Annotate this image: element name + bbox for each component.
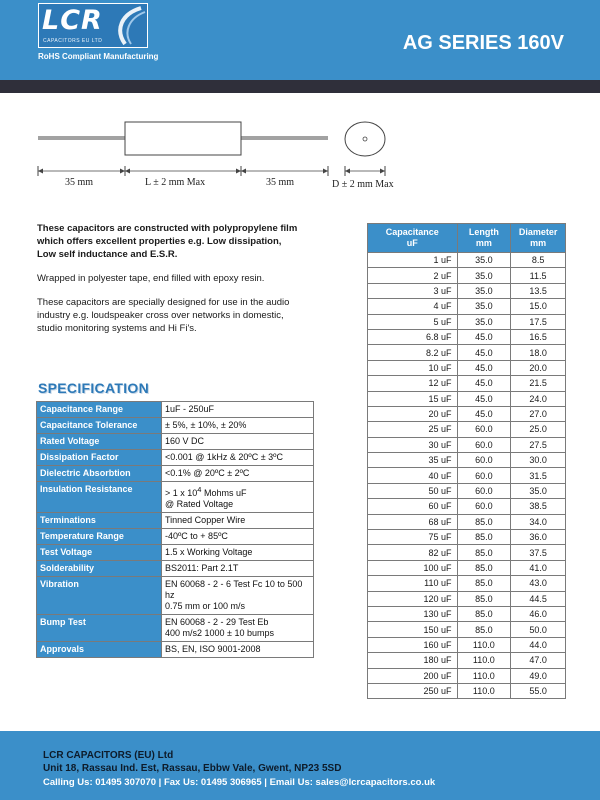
logo-text: LCR	[42, 5, 103, 36]
spec-value: Tinned Copper Wire	[162, 513, 314, 529]
table-row	[368, 606, 566, 621]
capacitance-cell: 40 uF	[368, 468, 458, 483]
spec-row	[37, 545, 314, 561]
spec-value: -40ºC to + 85ºC	[162, 529, 314, 545]
spec-row	[37, 529, 314, 545]
table-row	[368, 299, 566, 314]
spec-value: BS2011: Part 2.1T	[162, 561, 314, 577]
diameter-cell: 38.5	[511, 499, 566, 514]
length-cell: 85.0	[457, 545, 511, 560]
diameter-cell: 47.0	[511, 653, 566, 668]
capacitance-cell: 35 uF	[368, 453, 458, 468]
table-row	[368, 345, 566, 360]
insulation-value-suffix: Mohms uF	[201, 488, 247, 498]
table-header-row	[368, 224, 566, 253]
diameter-cell: 11.5	[511, 268, 566, 283]
spec-label: Temperature Range	[37, 529, 162, 545]
capacitance-cell: 68 uF	[368, 514, 458, 529]
values-table-body	[368, 253, 566, 699]
length-cell: 85.0	[457, 591, 511, 606]
insulation-value-exponent: 4	[197, 485, 202, 494]
length-cell: 45.0	[457, 360, 511, 375]
lead-length-left-label: 35 mm	[65, 177, 94, 188]
spec-row	[37, 615, 314, 642]
spec-row	[37, 402, 314, 418]
bump-value-line2: 400 m/s2 1000 ± 10 bumps	[165, 628, 275, 638]
spec-row	[37, 466, 314, 482]
length-cell: 60.0	[457, 453, 511, 468]
length-cell: 60.0	[457, 483, 511, 498]
diameter-cell: 37.5	[511, 545, 566, 560]
table-row	[368, 637, 566, 652]
length-cell: 45.0	[457, 345, 511, 360]
capacitance-cell: 1 uF	[368, 253, 458, 268]
length-cell: 85.0	[457, 560, 511, 575]
capacitance-cell: 160 uF	[368, 637, 458, 652]
table-row	[368, 514, 566, 529]
vibration-value-line1: EN 60068 - 2 - 6 Test Fc 10 to 500 hz	[165, 579, 303, 600]
spec-label: Dielectric Absorbtion	[37, 466, 162, 482]
spec-label: Capacitance Tolerance	[37, 418, 162, 434]
table-row	[368, 283, 566, 298]
spec-row	[37, 418, 314, 434]
diameter-cell: 17.5	[511, 314, 566, 329]
diameter-cell: 55.0	[511, 683, 566, 698]
length-cell: 45.0	[457, 406, 511, 421]
spec-label: Insulation Resistance	[37, 482, 162, 513]
length-column-header: Length mm	[457, 224, 511, 253]
description-para-2: Wrapped in polyester tape, end filled with epoxy resin.	[37, 273, 265, 284]
capacitance-cell: 250 uF	[368, 683, 458, 698]
rohs-label: RoHS Compliant Manufacturing	[38, 52, 159, 61]
diameter-cell: 31.5	[511, 468, 566, 483]
company-logo	[38, 3, 148, 48]
capacitance-cell: 82 uF	[368, 545, 458, 560]
capacitance-cell: 60 uF	[368, 499, 458, 514]
bump-value-line1: EN 60068 - 2 - 29 Test Eb	[165, 617, 269, 627]
capacitance-cell: 2 uF	[368, 268, 458, 283]
diameter-cell: 24.0	[511, 391, 566, 406]
capacitance-cell: 10 uF	[368, 360, 458, 375]
table-row	[368, 545, 566, 560]
diameter-column-header: Diameter mm	[511, 224, 566, 253]
capacitance-cell: 8.2 uF	[368, 345, 458, 360]
capacitance-cell: 110 uF	[368, 576, 458, 591]
length-cell: 35.0	[457, 299, 511, 314]
diameter-cell: 34.0	[511, 514, 566, 529]
length-cell: 60.0	[457, 437, 511, 452]
capacitance-cell: 100 uF	[368, 560, 458, 575]
spec-value: <0.1% @ 20ºC ± 2ºC	[162, 466, 314, 482]
spec-label: Bump Test	[37, 615, 162, 642]
insulation-value-prefix: > 1 x 10	[165, 488, 198, 498]
capacitance-cell: 200 uF	[368, 668, 458, 683]
spec-row	[37, 642, 314, 658]
spec-value: <0.001 @ 1kHz & 20ºC ± 3ºC	[162, 450, 314, 466]
table-row	[368, 530, 566, 545]
table-row	[368, 453, 566, 468]
diameter-cell: 21.5	[511, 376, 566, 391]
table-row	[368, 391, 566, 406]
diameter-label: D ± 2 mm Max	[332, 179, 394, 190]
description-para-1: These capacitors are constructed with polypropylene film which offers excellent properties e.g. Low dissipation, Low self inductance and E.S.R.	[37, 223, 298, 260]
table-row	[368, 314, 566, 329]
table-row	[368, 576, 566, 591]
length-cell: 85.0	[457, 576, 511, 591]
spec-value: ± 5%, ± 10%, ± 20%	[162, 418, 314, 434]
length-cell: 35.0	[457, 268, 511, 283]
diameter-cell: 50.0	[511, 622, 566, 637]
length-cell: 45.0	[457, 329, 511, 344]
length-cell: 35.0	[457, 253, 511, 268]
table-row	[368, 268, 566, 283]
length-cell: 35.0	[457, 314, 511, 329]
length-cell: 45.0	[457, 376, 511, 391]
spec-value	[162, 482, 314, 513]
table-row	[368, 499, 566, 514]
spec-label: Test Voltage	[37, 545, 162, 561]
spec-row	[37, 513, 314, 529]
table-row	[368, 406, 566, 421]
length-cell: 60.0	[457, 499, 511, 514]
length-cell: 110.0	[457, 668, 511, 683]
capacitance-cell: 12 uF	[368, 376, 458, 391]
spec-label: Vibration	[37, 577, 162, 615]
capacitance-cell: 180 uF	[368, 653, 458, 668]
length-cell: 110.0	[457, 683, 511, 698]
spec-label: Terminations	[37, 513, 162, 529]
spec-label: Capacitance Range	[37, 402, 162, 418]
spec-value	[162, 615, 314, 642]
table-row	[368, 329, 566, 344]
diameter-cell: 27.5	[511, 437, 566, 452]
capacitance-cell: 50 uF	[368, 483, 458, 498]
diameter-cell: 30.0	[511, 453, 566, 468]
specification-table	[36, 401, 314, 658]
spec-label: Approvals	[37, 642, 162, 658]
length-cell: 85.0	[457, 530, 511, 545]
spec-value: BS, EN, ISO 9001-2008	[162, 642, 314, 658]
capacitance-cell: 6.8 uF	[368, 329, 458, 344]
table-row	[368, 422, 566, 437]
footer-contact: Calling Us: 01495 307070 | Fax Us: 01495 306965 | Email Us: sales@lcrcapacitors.co.uk	[43, 777, 436, 788]
spec-value: 1.5 x Working Voltage	[162, 545, 314, 561]
table-row	[368, 253, 566, 268]
spec-row	[37, 577, 314, 615]
length-cell: 85.0	[457, 514, 511, 529]
capacitance-cell: 120 uF	[368, 591, 458, 606]
spec-value: 160 V DC	[162, 434, 314, 450]
table-row	[368, 683, 566, 698]
length-cell: 60.0	[457, 468, 511, 483]
footer-company-name: LCR CAPACITORS (EU) Ltd	[43, 750, 174, 761]
capacitance-cell: 3 uF	[368, 283, 458, 298]
table-row	[368, 483, 566, 498]
spec-label: Solderability	[37, 561, 162, 577]
length-cell: 45.0	[457, 391, 511, 406]
length-cell: 110.0	[457, 637, 511, 652]
spec-label: Rated Voltage	[37, 434, 162, 450]
spec-label: Dissipation Factor	[37, 450, 162, 466]
diameter-cell: 36.0	[511, 530, 566, 545]
table-row	[368, 591, 566, 606]
table-row	[368, 560, 566, 575]
series-title: AG SERIES 160V	[402, 32, 564, 54]
header-bar	[0, 0, 600, 80]
diameter-cell: 27.0	[511, 406, 566, 421]
capacitance-cell: 150 uF	[368, 622, 458, 637]
capacitor-dimension-diagram	[30, 108, 420, 203]
header-divider-strip	[0, 80, 600, 93]
diameter-cell: 46.0	[511, 606, 566, 621]
length-cell: 85.0	[457, 622, 511, 637]
diameter-cell: 13.5	[511, 283, 566, 298]
diameter-cell: 41.0	[511, 560, 566, 575]
spec-value	[162, 577, 314, 615]
capacitance-dimensions-table	[367, 223, 566, 699]
body-length-label: L ± 2 mm Max	[145, 177, 206, 188]
capacitance-column-header: Capacitance uF	[368, 224, 458, 253]
table-row	[368, 653, 566, 668]
length-cell: 60.0	[457, 422, 511, 437]
diameter-cell: 8.5	[511, 253, 566, 268]
table-row	[368, 376, 566, 391]
diameter-cell: 35.0	[511, 483, 566, 498]
spec-row	[37, 450, 314, 466]
table-row	[368, 622, 566, 637]
spec-row	[37, 482, 314, 513]
capacitance-cell: 15 uF	[368, 391, 458, 406]
capacitance-cell: 5 uF	[368, 314, 458, 329]
lead-length-right-label: 35 mm	[266, 177, 295, 188]
specification-heading: SPECIFICATION	[38, 380, 149, 396]
capacitance-cell: 20 uF	[368, 406, 458, 421]
footer-address: Unit 18, Rassau Ind. Est, Rassau, Ebbw Vale, Gwent, NP23 5SD	[43, 763, 342, 774]
length-cell: 110.0	[457, 653, 511, 668]
spec-row	[37, 434, 314, 450]
length-cell: 35.0	[457, 283, 511, 298]
capacitance-cell: 4 uF	[368, 299, 458, 314]
capacitance-cell: 25 uF	[368, 422, 458, 437]
vibration-value-line2: 0.75 mm or 100 m/s	[165, 601, 246, 611]
insulation-value-line2: @ Rated Voltage	[165, 499, 234, 509]
length-cell: 85.0	[457, 606, 511, 621]
logo-subtext: CAPACITORS EU LTD	[43, 38, 103, 44]
product-description	[37, 222, 299, 346]
diameter-cell: 49.0	[511, 668, 566, 683]
table-row	[368, 468, 566, 483]
capacitance-cell: 30 uF	[368, 437, 458, 452]
footer-bar	[0, 731, 600, 800]
logo-swoosh-icon	[111, 6, 147, 46]
spec-value: 1uF - 250uF	[162, 402, 314, 418]
description-para-3: These capacitors are specially designed for use in the audio industry e.g. loudspeaker cross over networks in domestic, studio monitoring systems and Hi Fi's.	[37, 297, 290, 334]
table-row	[368, 360, 566, 375]
table-row	[368, 668, 566, 683]
diameter-cell: 15.0	[511, 299, 566, 314]
capacitance-cell: 130 uF	[368, 606, 458, 621]
diameter-cell: 44.0	[511, 637, 566, 652]
diameter-cell: 43.0	[511, 576, 566, 591]
diameter-cell: 16.5	[511, 329, 566, 344]
diameter-cell: 20.0	[511, 360, 566, 375]
diameter-cell: 18.0	[511, 345, 566, 360]
diameter-cell: 44.5	[511, 591, 566, 606]
spec-row	[37, 561, 314, 577]
capacitance-cell: 75 uF	[368, 530, 458, 545]
table-row	[368, 437, 566, 452]
diameter-cell: 25.0	[511, 422, 566, 437]
